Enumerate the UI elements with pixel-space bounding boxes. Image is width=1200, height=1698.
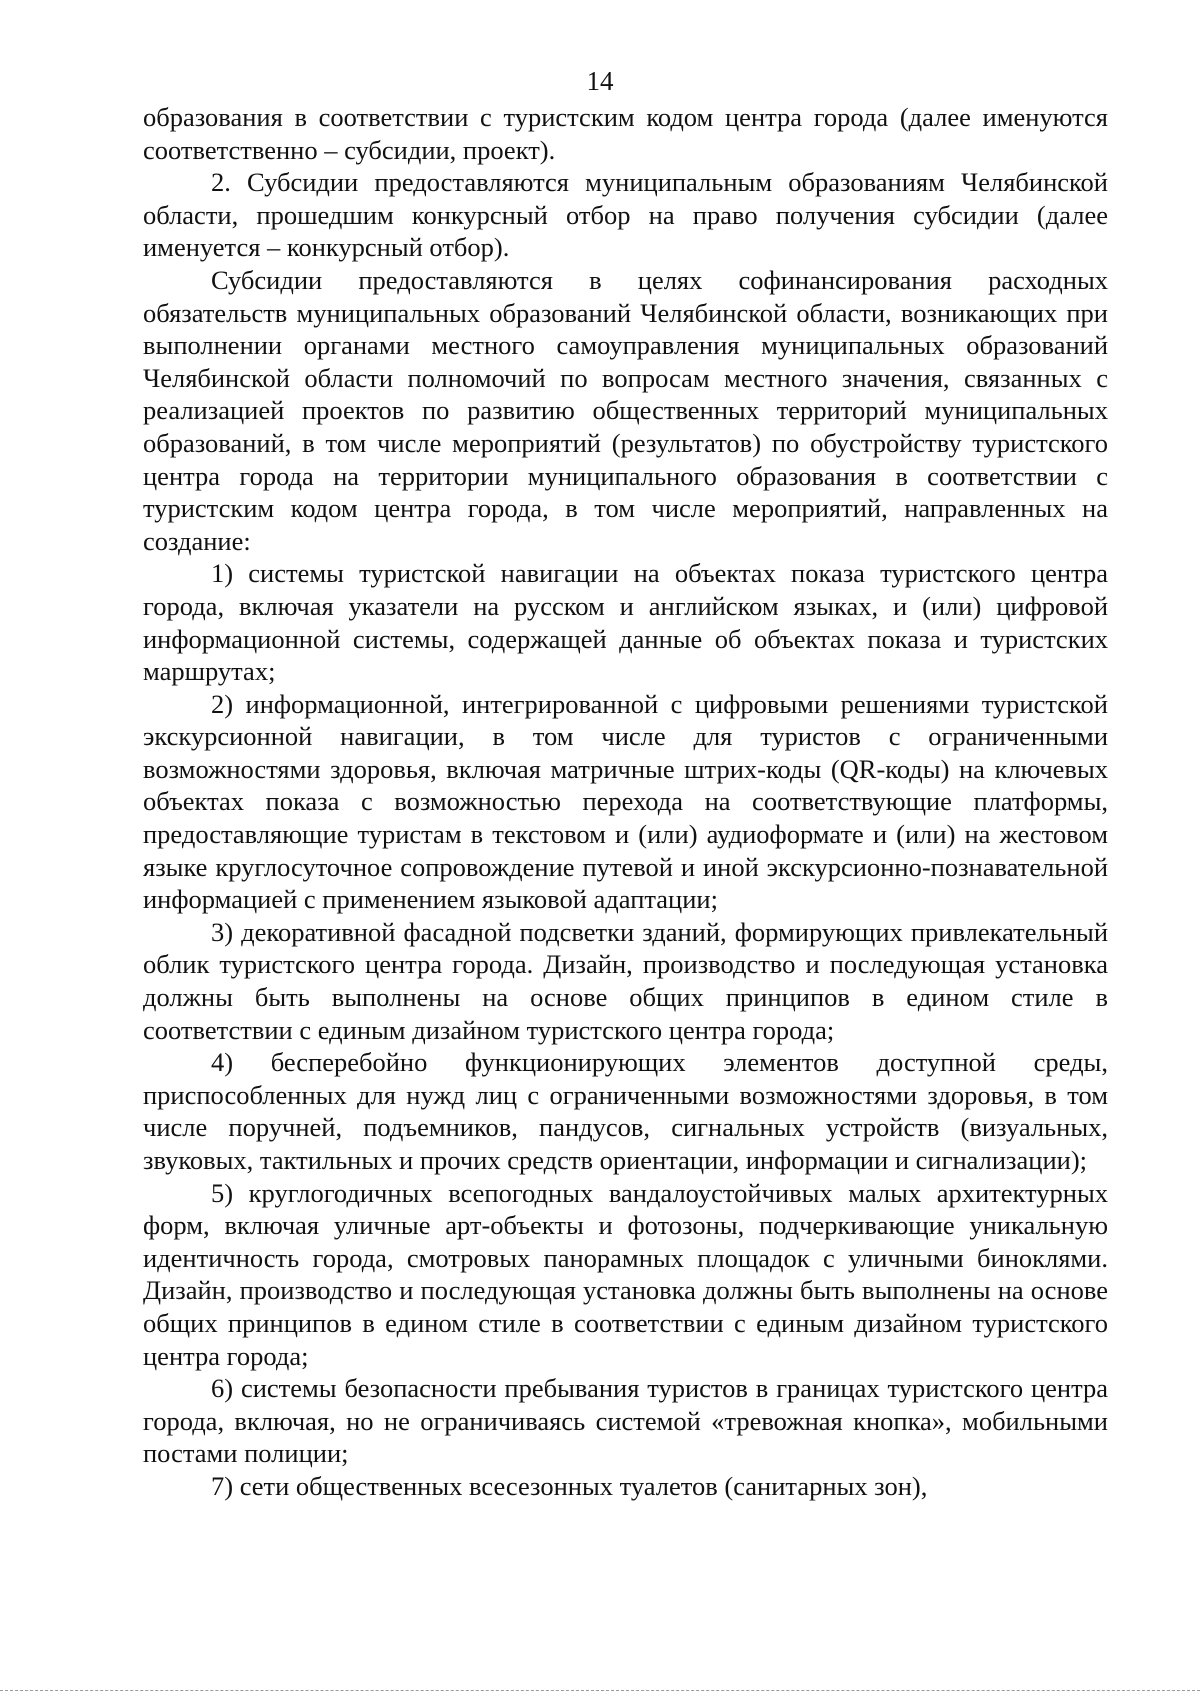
page-number: 14 [586,66,614,96]
paragraph-subsidy-purpose: Субсидии предоставляются в целях софинансирования расходных обязательств муниципальных образований Челябинской области, возникающих при выполнении органами местного самоуправления муниципальных образований Челябинской области полномочий по вопросам местного значения, связанных с реализацией проектов по развитию общественных территорий муниципальных образований, в том числе мероприятий (результатов) по обустройству туристского центра города на территории муниципального образования в соответствии с туристским кодом центра города, в том числе мероприятий, направленных на создание: [143,264,1108,556]
list-item-5: 5) круглогодичных всепогодных вандалоустойчивых малых архитектурных форм, включая уличные арт-объекты и фотозоны, подчеркивающие уникальную идентичность города, смотровых панорамных площадок с уличными биноклями. Дизайн, производство и последующая установка должны быть выполнены на основе общих принципов в едином стиле в соответствии с единым дизайном туристского центра города; [143,1177,1108,1371]
list-item-6: 6) системы безопасности пребывания туристов в границах туристского центра города, включая, но не ограничиваясь системой «тревожная кнопка», мобильными постами полиции; [143,1373,1108,1469]
list-item-7: 7) сети общественных всесезонных туалетов (санитарных зон), [211,1470,928,1501]
paragraph-continuation: образования в соответствии с туристским кодом центра города (далее именуются соответственно – субсидии, проект). [143,102,1108,165]
paragraph-clause-2: 2. Субсидии предоставляются муниципальным образованиям Челябинской области, прошедшим конкурсный отбор на право получения субсидии (далее именуется – конкурсный отбор). [143,167,1108,263]
document-body [143,101,1108,1503]
list-item-4: 4) бесперебойно функционирующих элементов доступной среды, приспособленных для нужд лиц с ограниченными возможностями здоровья, в том числе поручней, подъемников, пандусов, сигнальных устройств (визуальных, звуковых, тактильных и прочих средств ориентации, информации и сигнализации); [143,1047,1108,1175]
list-item-2: 2) информационной, интегрированной с цифровыми решениями туристской экскурсионной навигации, в том числе для туристов с ограниченными возможностями здоровья, включая матричные штрих-коды (QR-коды) на ключевых объектах показа с возможностью перехода на соответствующие платформы, предоставляющие туристам в текстовом и (или) аудиоформате и (или) на жестовом языке круглосуточное сопровождение путевой и иной экскурсионно-познавательной информацией с применением языковой адаптации; [143,688,1108,915]
list-item-3: 3) декоративной фасадной подсветки зданий, формирующих привлекательный облик туристского центра города. Дизайн, производство и последующая установка должны быть выполнены на основе общих принципов в едином стиле в соответствии с единым дизайном туристского центра города; [143,916,1108,1045]
bottom-scan-edge [0,1690,1200,1691]
list-item-1: 1) системы туристской навигации на объектах показа туристского центра города, включая указатели на русском и английском языках, и (или) цифровой информационной системы, содержащей данные об объектах показа и туристских маршрутах; [143,558,1108,687]
